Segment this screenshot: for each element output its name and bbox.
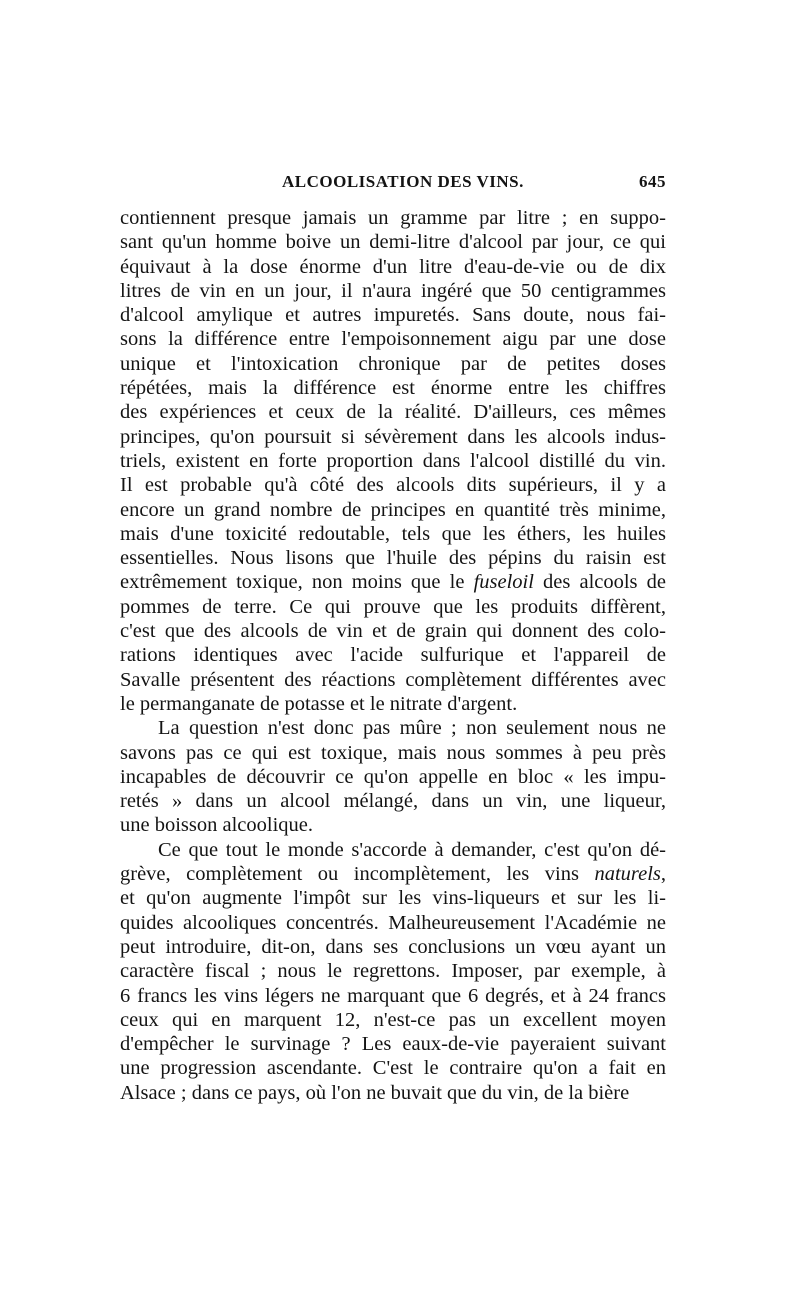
text-line xyxy=(120,1056,666,1080)
text-line xyxy=(120,546,666,570)
text-line xyxy=(120,716,666,740)
text-segment: retés » dans un alcool mélangé, dans un vin, une liqueur, xyxy=(120,790,666,813)
text-segment: caractère fiscal ; nous le regrettons. Imposer, par exemple, à xyxy=(120,960,666,983)
text-segment: équivaut à la dose énorme d'un litre d'eau-de-vie ou de dix xyxy=(120,255,666,278)
text-line xyxy=(120,959,666,983)
text-segment: Ce que tout le monde s'accorde à demander, c'est qu'on dé- xyxy=(158,838,666,861)
text-segment: sant qu'un homme boive un demi-litre d'alcool par jour, ce qui xyxy=(120,231,666,254)
text-line xyxy=(120,498,666,522)
text-segment: savons pas ce qui est toxique, mais nous sommes à peu près xyxy=(120,741,666,764)
text-segment: des alcools de xyxy=(533,571,666,594)
text-segment: essentielles. Nous lisons que l'huile des pépins du raisin est xyxy=(120,547,666,570)
text-line xyxy=(120,838,666,862)
text-segment: et qu'on augmente l'impôt sur les vins-liqueurs et sur les li- xyxy=(120,887,666,910)
text-line xyxy=(120,1008,666,1032)
text-line xyxy=(120,911,666,935)
text-segment: peut introduire, dit-on, dans ses conclusions un vœu ayant un xyxy=(120,935,666,958)
text-line xyxy=(120,619,666,643)
text-segment: unique et l'intoxication chronique par de petites doses xyxy=(120,352,666,375)
text-line xyxy=(120,376,666,400)
text-segment: rations identiques avec l'acide sulfurique et l'appareil de xyxy=(120,644,666,667)
text-segment: grève, complètement ou incomplètement, les vins xyxy=(120,863,595,886)
text-line xyxy=(120,1081,666,1105)
text-line xyxy=(120,425,666,449)
text-segment: d'empêcher le survinage ? Les eaux-de-vie payeraient suivant xyxy=(120,1033,666,1056)
text-line xyxy=(120,570,666,594)
text-line xyxy=(120,886,666,910)
italic-text: naturels xyxy=(594,863,661,886)
text-segment: incapables de découvrir ce qu'on appelle en bloc « les impu- xyxy=(120,765,666,788)
text-segment: c'est que des alcools de vin et de grain qui donnent des colo- xyxy=(120,620,666,643)
text-line xyxy=(120,643,666,667)
text-segment: des expériences et ceux de la réalité. D'ailleurs, ces mêmes xyxy=(120,401,666,424)
text-line xyxy=(120,595,666,619)
text-segment: triels, existent en forte proportion dans l'alcool distillé du vin. xyxy=(120,449,666,472)
text-line xyxy=(120,862,666,886)
text-segment: Il est probable qu'à côté des alcools dits supérieurs, il y a xyxy=(120,474,666,497)
italic-text: fuseloil xyxy=(473,571,534,594)
text-line xyxy=(120,279,666,303)
text-line xyxy=(120,1032,666,1056)
text-segment: pommes de terre. Ce qui prouve que les produits diffèrent, xyxy=(120,595,666,618)
text-segment: encore un grand nombre de principes en quantité très minime, xyxy=(120,498,666,521)
text-line xyxy=(120,473,666,497)
text-segment: 6 francs les vins légers ne marquant que 6 degrés, et à 24 francs xyxy=(120,984,666,1007)
text-line xyxy=(120,692,666,716)
text-segment: litres de vin en un jour, il n'aura ingéré que 50 centigrammes xyxy=(120,279,666,302)
text-segment: une boisson alcoolique. xyxy=(120,814,314,837)
text-line xyxy=(120,789,666,813)
text-line xyxy=(120,303,666,327)
body-text xyxy=(120,206,666,1105)
text-line xyxy=(120,449,666,473)
text-line xyxy=(120,327,666,351)
text-line xyxy=(120,765,666,789)
text-segment: une progression ascendante. C'est le contraire qu'on a fait en xyxy=(120,1057,666,1080)
page-number: 645 xyxy=(639,172,666,191)
text-line xyxy=(120,230,666,254)
text-line xyxy=(120,813,666,837)
running-title: ALCOOLISATION DES VINS. xyxy=(282,172,524,191)
text-segment: extrêmement toxique, non moins que le xyxy=(120,571,474,594)
text-line xyxy=(120,255,666,279)
text-line xyxy=(120,352,666,376)
text-segment: le permanganate de potasse et le nitrate d'argent. xyxy=(120,692,518,715)
text-segment: répétées, mais la différence est énorme entre les chiffres xyxy=(120,377,666,400)
text-segment: principes, qu'on poursuit si sévèrement dans les alcools indus- xyxy=(120,425,666,448)
text-line xyxy=(120,400,666,424)
text-line xyxy=(120,741,666,765)
text-segment: contiennent presque jamais un gramme par litre ; en suppo- xyxy=(120,207,666,229)
text-segment: sons la différence entre l'empoisonnement aigu par une dose xyxy=(120,328,666,351)
text-line xyxy=(120,935,666,959)
text-segment: d'alcool amylique et autres impuretés. Sans doute, nous fai- xyxy=(120,304,666,327)
text-line xyxy=(120,984,666,1008)
text-segment: , xyxy=(660,863,666,886)
running-head xyxy=(120,172,666,198)
text-segment: ceux qui en marquent 12, n'est-ce pas un excellent moyen xyxy=(120,1008,666,1031)
text-segment: La question n'est donc pas mûre ; non seulement nous ne xyxy=(158,717,666,740)
text-segment: quides alcooliques concentrés. Malheureusement l'Académie ne xyxy=(120,911,666,934)
text-segment: Savalle présentent des réactions complètement différentes avec xyxy=(120,668,666,691)
text-line xyxy=(120,522,666,546)
text-line xyxy=(120,206,666,230)
text-line xyxy=(120,668,666,692)
text-segment: mais d'une toxicité redoutable, tels que les éthers, les huiles xyxy=(120,522,666,545)
text-segment: Alsace ; dans ce pays, où l'on ne buvait que du vin, de la bière xyxy=(120,1081,630,1104)
